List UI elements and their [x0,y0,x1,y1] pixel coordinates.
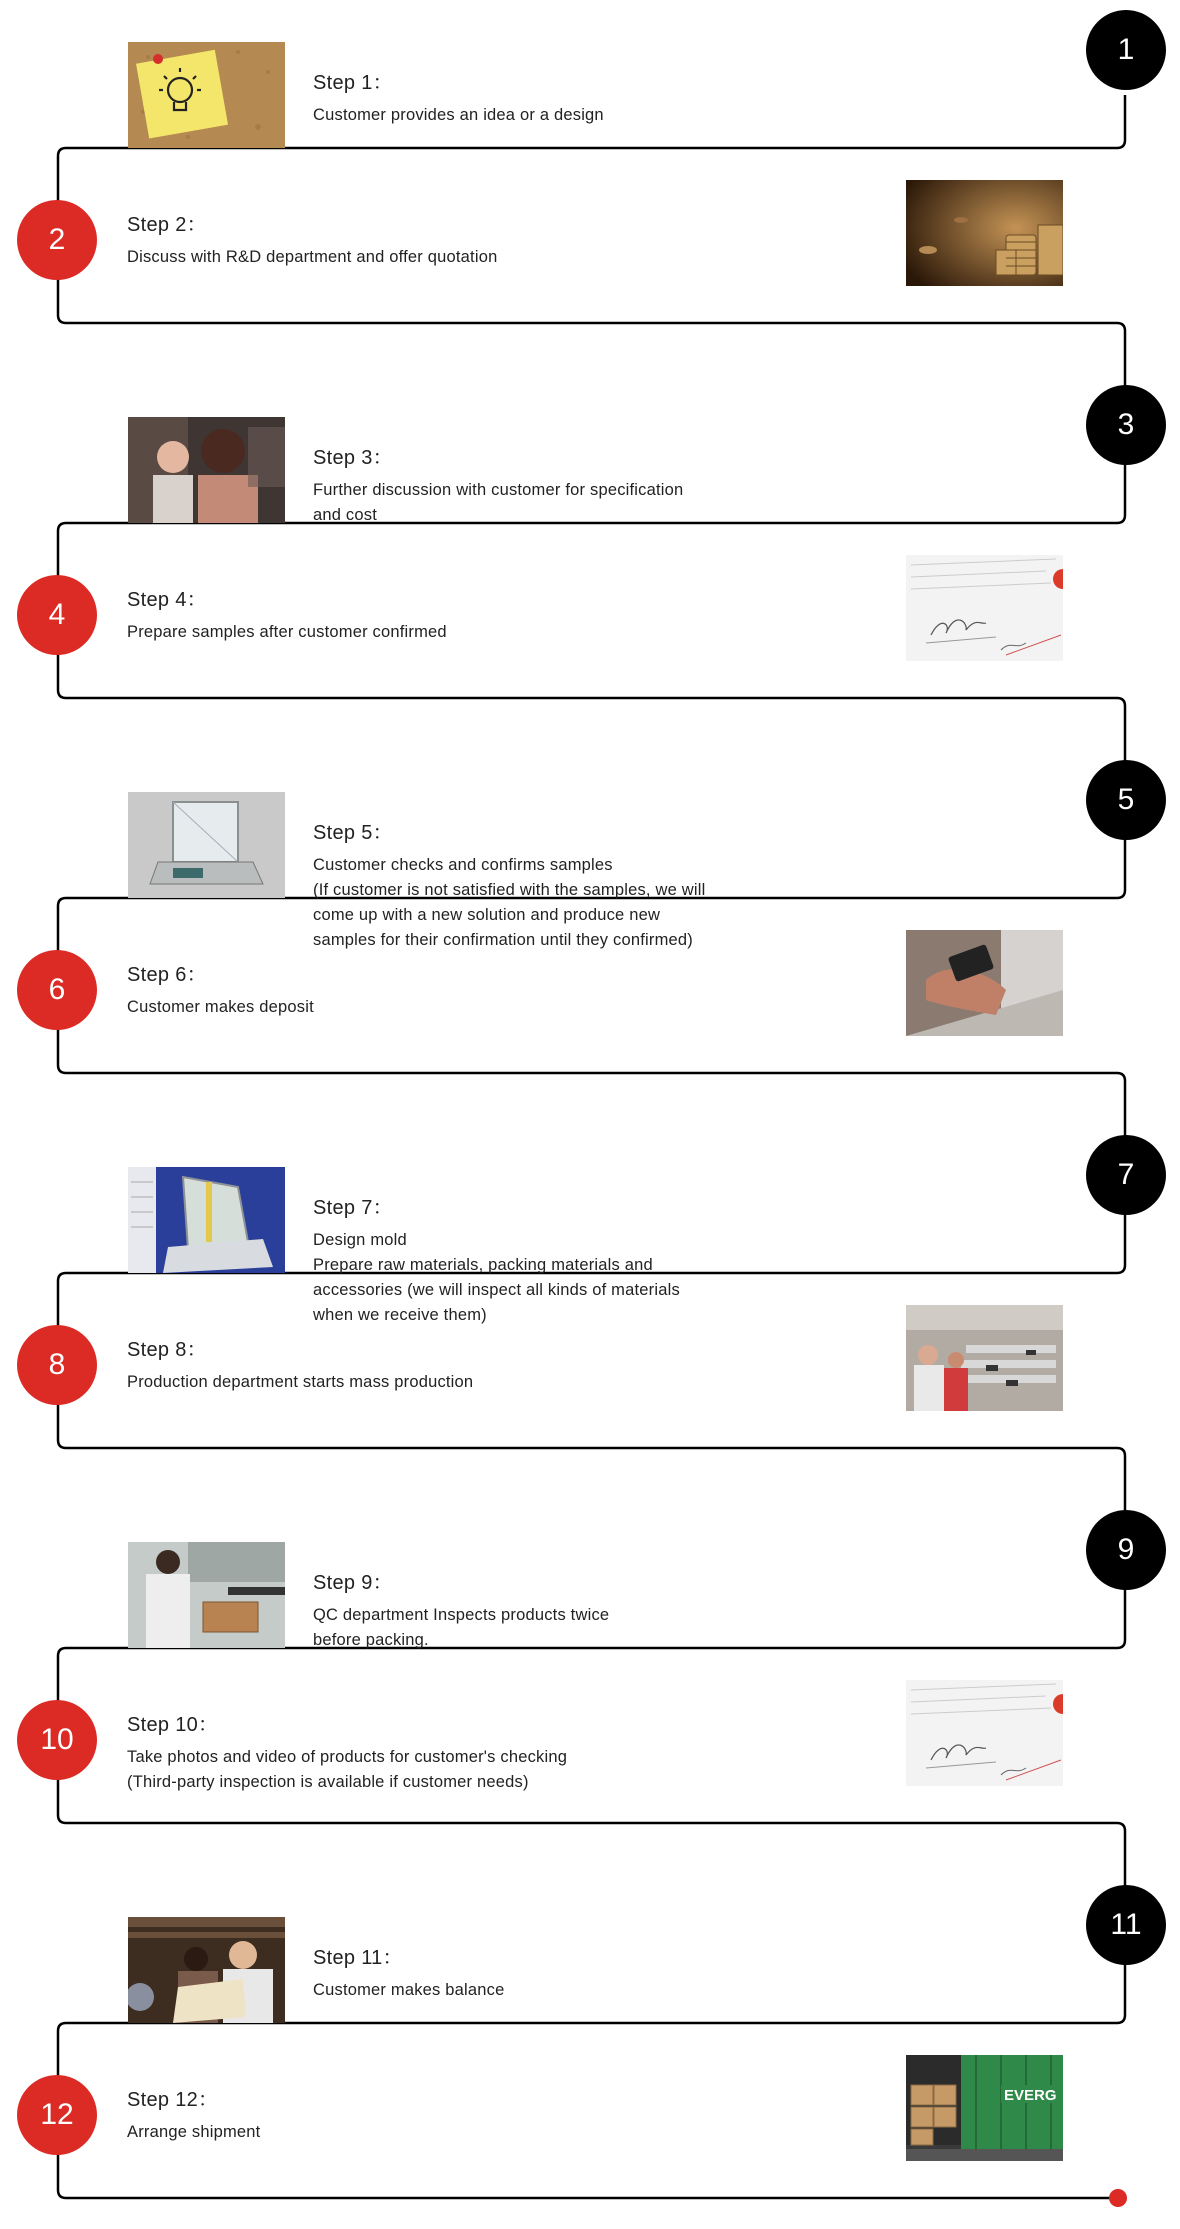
step-number-badge: 2 [17,200,97,280]
step-description-line: and cost [313,506,377,524]
step-description-line: Prepare raw materials, packing materials and [313,1256,653,1274]
reviewing-papers-image [128,1917,285,2023]
step-description-line: Take photos and video of products for customer's checking [127,1748,568,1766]
step-description-line: QC department Inspects products twice [313,1606,610,1624]
step-description-line: Customer checks and confirms samples [313,856,613,874]
step-number-badge: 11 [1086,1885,1166,1965]
timeline-end-dot [1109,2189,1127,2207]
step-text [127,2083,260,2145]
step-description-line: before packing. [313,1631,429,1649]
step-text [127,958,314,1020]
step-text [313,441,683,528]
step-text [127,1333,473,1395]
step-number-badge: 7 [1086,1135,1166,1215]
step-text [313,66,604,128]
step-title: Step 4： [127,589,207,611]
meeting-image [128,417,285,523]
step-number-badge: 12 [17,2075,97,2155]
step-description [313,853,705,953]
step-title: Step 5： [313,822,393,844]
step-description-line: come up with a new solution and produce new [313,906,661,924]
signed-document-image [906,555,1063,661]
step-text [313,1941,504,2003]
step-description-line: Customer makes balance [313,1981,505,1999]
step-description [127,1370,473,1395]
timeline-path [58,95,1125,2198]
step-description [127,245,497,270]
step-number-badge: 1 [1086,10,1166,90]
step-description [313,1978,504,2003]
step-description-line: Prepare samples after customer confirmed [127,623,447,641]
step-title: Step 8： [127,1339,207,1361]
step-title: Step 9： [313,1572,393,1594]
step-number-badge: 6 [17,950,97,1030]
step-text [313,816,705,953]
step-description-line: Further discussion with customer for specification [313,481,684,499]
step-description [313,1228,680,1328]
step-description-line: Arrange shipment [127,2123,261,2141]
step-number-badge: 10 [17,1700,97,1780]
step-description [127,620,447,645]
shipping-container-image [906,2055,1063,2161]
step-title: Step 3： [313,447,393,469]
step-number-badge: 3 [1086,385,1166,465]
step-description-line: Discuss with R&D department and offer quotation [127,248,498,266]
step-description-line: Customer makes deposit [127,998,314,1016]
step-description [313,103,604,128]
step-text [313,1191,680,1328]
step-text [313,1566,609,1653]
step-title: Step 1： [313,72,393,94]
step-description [313,1603,609,1653]
qc-inspection-image [128,1542,285,1648]
step-description-line: Production department starts mass production [127,1373,474,1391]
step-description-line: Customer provides an idea or a design [313,106,604,124]
scale-draft-shield-image [128,1167,285,1273]
step-number-badge: 8 [17,1325,97,1405]
step-title: Step 6： [127,964,207,986]
lightbulb-sticky-note-image [128,42,285,148]
step-title: Step 12： [127,2089,219,2111]
step-description-line: (Third-party inspection is available if customer needs) [127,1773,529,1791]
step-description-line: samples for their confirmation until they confirmed) [313,931,693,949]
step-description-line: accessories (we will inspect all kinds of materials [313,1281,680,1299]
step-description [127,995,314,1020]
step-title: Step 2： [127,214,207,236]
step-number-badge: 4 [17,575,97,655]
svg-text:EVERG: EVERG [1004,2087,1057,2104]
step-number-badge: 9 [1086,1510,1166,1590]
step-description [127,1745,567,1795]
step-description [313,478,683,528]
step-text [127,583,447,645]
step-description [127,2120,260,2145]
balance-scale-image [128,792,285,898]
factory-line-image [906,1305,1063,1411]
step-title: Step 10： [127,1714,219,1736]
signed-document-image [906,1680,1063,1786]
step-description-line: Design mold [313,1231,407,1249]
coins-image [906,180,1063,286]
step-text [127,1708,567,1795]
card-laptop-image [906,930,1063,1036]
step-title: Step 11： [313,1947,403,1969]
step-description-line: (If customer is not satisfied with the samples, we will [313,881,706,899]
step-number-badge: 5 [1086,760,1166,840]
step-title: Step 7： [313,1197,393,1219]
step-text [127,208,497,270]
step-description-line: when we receive them) [313,1306,487,1324]
